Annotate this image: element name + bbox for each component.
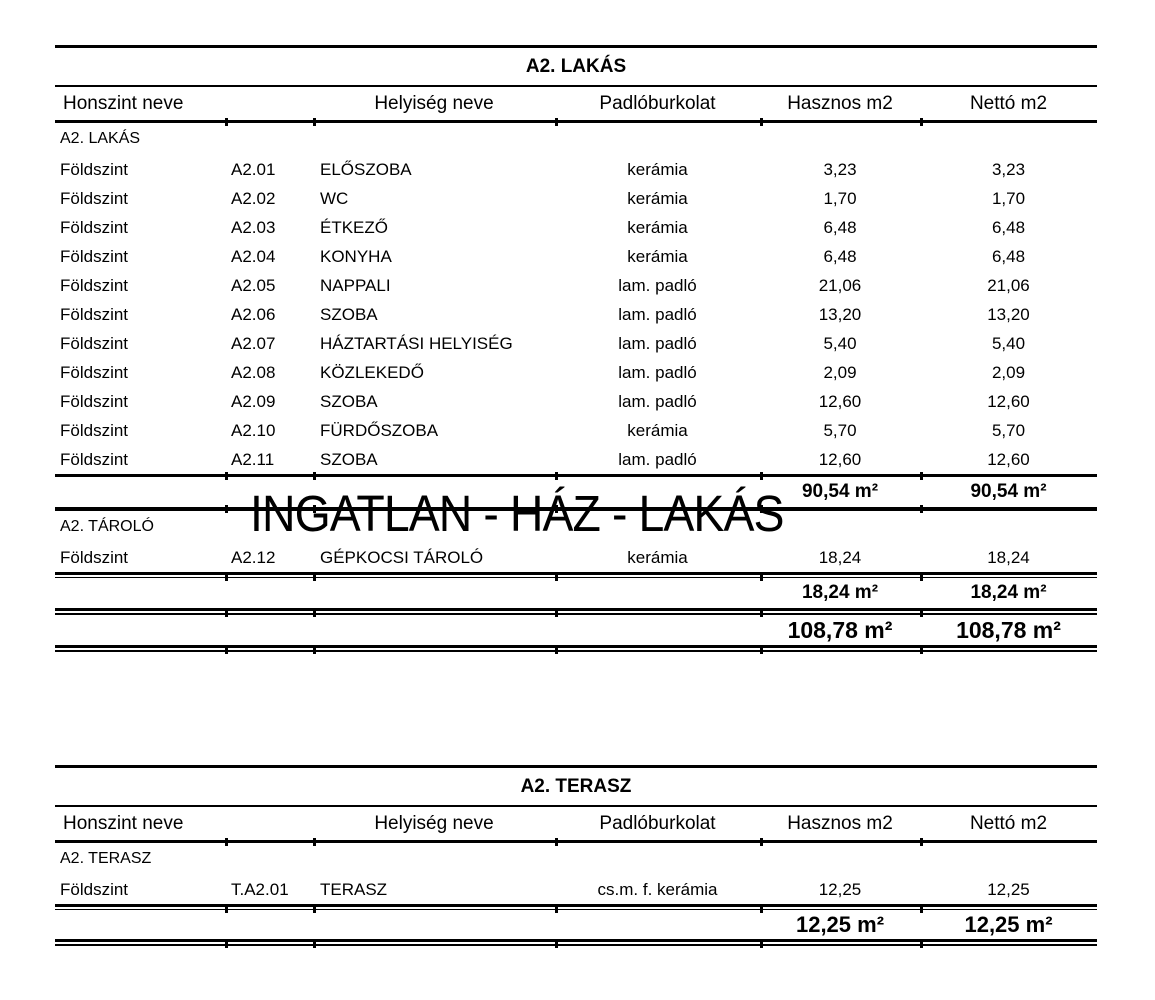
column-tick — [760, 940, 763, 948]
cell-net: 5,40 — [991, 333, 1026, 353]
cell-useful: 6,48 — [823, 246, 857, 266]
cell-room: KÖZLEKEDŐ — [320, 362, 424, 382]
column-tick — [555, 472, 558, 480]
cell-level: Földszint — [60, 159, 129, 179]
cell-code: A2.01 — [231, 159, 276, 179]
section-group-label-row — [55, 123, 1097, 155]
table-row — [55, 213, 1097, 242]
column-tick — [760, 905, 763, 913]
table-title-row — [55, 48, 1097, 85]
section-group-label: A2. LAKÁS — [60, 130, 141, 147]
cell-code: A2.12 — [231, 547, 276, 567]
cell-useful: 1,70 — [823, 188, 857, 208]
cell-code: A2.03 — [231, 217, 276, 237]
column-header-room: Helyiség neve — [374, 92, 494, 114]
cell-useful: 2,09 — [823, 362, 857, 382]
table-total-row — [55, 615, 1097, 645]
column-tick — [760, 646, 763, 654]
cell-room: NAPPALI — [320, 275, 391, 295]
column-tick — [555, 609, 558, 617]
column-tick — [225, 573, 228, 581]
table-row — [55, 300, 1097, 329]
column-header-net: Nettó m2 — [969, 812, 1048, 834]
column-header-room: Helyiség neve — [374, 812, 494, 834]
column-tick — [760, 838, 763, 846]
column-tick — [920, 472, 923, 480]
cell-net: 12,60 — [987, 391, 1030, 411]
column-tick — [555, 838, 558, 846]
column-tick — [225, 505, 228, 513]
column-tick — [313, 118, 316, 126]
cell-useful: 12,60 — [818, 449, 862, 469]
watermark-text: INGATLAN - HÁZ - LAKÁS — [250, 485, 784, 542]
table-header-row — [55, 807, 1097, 840]
table-row — [55, 445, 1097, 474]
table-row — [55, 155, 1097, 184]
table-rule — [55, 572, 1097, 578]
column-tick — [313, 646, 316, 654]
total-net: 12,25 m² — [964, 911, 1053, 937]
cell-floor: lam. padló — [618, 304, 697, 324]
cell-floor: lam. padló — [618, 275, 697, 295]
table-rule — [55, 120, 1097, 123]
table-row — [55, 242, 1097, 271]
table-rule — [55, 645, 1097, 652]
column-tick — [920, 940, 923, 948]
cell-code: A2.10 — [231, 420, 276, 440]
column-tick — [313, 905, 316, 913]
cell-level: Földszint — [60, 420, 129, 440]
table-row — [55, 329, 1097, 358]
cell-floor: kerámia — [627, 188, 688, 208]
column-tick — [313, 609, 316, 617]
subtotal-useful: 90,54 m² — [801, 481, 879, 502]
column-tick — [313, 838, 316, 846]
table-rule — [55, 474, 1097, 477]
cell-room: ELŐSZOBA — [320, 159, 412, 179]
cell-level: Földszint — [60, 188, 129, 208]
column-header-net: Nettó m2 — [969, 92, 1048, 114]
cell-floor: kerámia — [627, 159, 688, 179]
section-subtotal-row — [55, 578, 1097, 608]
column-tick — [555, 118, 558, 126]
cell-floor: lam. padló — [618, 333, 697, 353]
table-rule — [55, 939, 1097, 946]
cell-room: TERASZ — [320, 879, 388, 899]
column-tick — [313, 573, 316, 581]
section-group-label-row — [55, 843, 1097, 875]
column-tick — [920, 838, 923, 846]
cell-floor: kerámia — [627, 246, 688, 266]
subtotal-net: 90,54 m² — [970, 481, 1047, 502]
cell-room: ÉTKEZŐ — [320, 217, 389, 237]
column-tick — [225, 609, 228, 617]
table-2 — [55, 765, 1097, 946]
table-title: A2. TERASZ — [520, 775, 632, 797]
column-header-useful: Hasznos m2 — [787, 812, 893, 834]
column-tick — [313, 472, 316, 480]
table-rule — [55, 85, 1097, 87]
cell-level: Földszint — [60, 304, 129, 324]
cell-floor: lam. padló — [618, 391, 697, 411]
column-tick — [225, 472, 228, 480]
column-tick — [225, 905, 228, 913]
total-net: 108,78 m² — [956, 616, 1061, 643]
table-rule — [55, 45, 1097, 48]
subtotal-useful: 18,24 m² — [801, 582, 879, 603]
cell-code: A2.11 — [231, 449, 275, 469]
column-tick — [760, 609, 763, 617]
section-group-label: A2. TÁROLÓ — [60, 518, 154, 535]
cell-level: Földszint — [60, 333, 129, 353]
cell-room: SZOBA — [320, 449, 378, 469]
table-row — [55, 875, 1097, 904]
column-tick — [225, 118, 228, 126]
table-rule — [55, 608, 1097, 615]
column-tick — [920, 573, 923, 581]
cell-net: 6,48 — [991, 246, 1026, 266]
cell-room: KONYHA — [320, 246, 392, 266]
column-tick — [555, 940, 558, 948]
table-title-row — [55, 768, 1097, 805]
table-title: A2. LAKÁS — [525, 55, 627, 77]
subtotal-net: 18,24 m² — [970, 582, 1047, 603]
cell-net: 12,60 — [987, 449, 1030, 469]
cell-room: GÉPKOCSI TÁROLÓ — [320, 547, 484, 567]
cell-code: A2.06 — [231, 304, 276, 324]
column-tick — [760, 118, 763, 126]
cell-level: Földszint — [60, 362, 129, 382]
column-header-level: Honszint neve — [63, 812, 184, 834]
cell-useful: 6,48 — [823, 217, 857, 237]
column-header-level: Honszint neve — [63, 92, 184, 114]
cell-code: A2.07 — [231, 333, 276, 353]
column-tick — [920, 609, 923, 617]
cell-level: Földszint — [60, 246, 129, 266]
cell-level: Földszint — [60, 275, 129, 295]
table-row — [55, 358, 1097, 387]
cell-net: 12,25 — [987, 879, 1030, 899]
table-1 — [55, 45, 1097, 652]
cell-code: A2.05 — [231, 275, 276, 295]
column-header-floor: Padlóburkolat — [599, 92, 716, 114]
cell-useful: 18,24 — [818, 547, 862, 567]
cell-useful: 5,70 — [823, 420, 857, 440]
column-tick — [225, 838, 228, 846]
column-header-useful: Hasznos m2 — [787, 92, 893, 114]
cell-room: WC — [320, 188, 349, 208]
cell-code: A2.09 — [231, 391, 276, 411]
cell-net: 5,70 — [991, 420, 1026, 440]
cell-code: A2.04 — [231, 246, 276, 266]
column-tick — [920, 505, 923, 513]
table-rule — [55, 904, 1097, 910]
cell-useful: 12,60 — [818, 391, 862, 411]
cell-floor: lam. padló — [618, 449, 697, 469]
cell-room: SZOBA — [320, 391, 378, 411]
column-tick — [555, 646, 558, 654]
table-row — [55, 184, 1097, 213]
cell-level: Földszint — [60, 879, 129, 899]
section-group-label: A2. TERASZ — [60, 850, 152, 867]
table-total-row — [55, 910, 1097, 939]
cell-code: T.A2.01 — [231, 879, 289, 899]
cell-net: 18,24 — [987, 547, 1030, 567]
column-tick — [225, 940, 228, 948]
cell-floor: cs.m. f. kerámia — [597, 879, 718, 899]
cell-level: Földszint — [60, 391, 129, 411]
cell-code: A2.08 — [231, 362, 276, 382]
table-row — [55, 416, 1097, 445]
cell-level: Földszint — [60, 217, 129, 237]
table-rule — [55, 805, 1097, 807]
table-rule — [55, 765, 1097, 768]
table-row — [55, 543, 1097, 572]
column-header-floor: Padlóburkolat — [599, 812, 716, 834]
cell-useful: 13,20 — [818, 304, 862, 324]
cell-floor: lam. padló — [618, 362, 697, 382]
column-tick — [760, 573, 763, 581]
total-useful: 12,25 m² — [795, 911, 885, 937]
total-useful: 108,78 m² — [787, 616, 893, 643]
column-tick — [920, 905, 923, 913]
cell-floor: kerámia — [627, 420, 688, 440]
cell-useful: 5,40 — [823, 333, 857, 353]
cell-net: 6,48 — [991, 217, 1026, 237]
column-tick — [313, 940, 316, 948]
cell-room: FÜRDŐSZOBA — [320, 420, 439, 440]
cell-useful: 12,25 — [818, 879, 862, 899]
cell-room: HÁZTARTÁSI HELYISÉG — [320, 333, 513, 353]
cell-useful: 21,06 — [818, 275, 862, 295]
cell-net: 2,09 — [991, 362, 1026, 382]
cell-level: Földszint — [60, 547, 129, 567]
table-row — [55, 271, 1097, 300]
cell-useful: 3,23 — [823, 159, 857, 179]
cell-net: 3,23 — [991, 159, 1026, 179]
cell-code: A2.02 — [231, 188, 276, 208]
table-rule — [55, 840, 1097, 843]
cell-level: Földszint — [60, 449, 129, 469]
table-row — [55, 387, 1097, 416]
table-header-row — [55, 87, 1097, 120]
column-tick — [760, 472, 763, 480]
cell-floor: kerámia — [627, 547, 688, 567]
column-tick — [920, 118, 923, 126]
column-tick — [555, 905, 558, 913]
cell-net: 21,06 — [987, 275, 1030, 295]
cell-net: 1,70 — [991, 188, 1026, 208]
cell-room: SZOBA — [320, 304, 378, 324]
cell-net: 13,20 — [987, 304, 1030, 324]
column-tick — [225, 646, 228, 654]
cell-floor: kerámia — [627, 217, 688, 237]
column-tick — [555, 573, 558, 581]
column-tick — [920, 646, 923, 654]
